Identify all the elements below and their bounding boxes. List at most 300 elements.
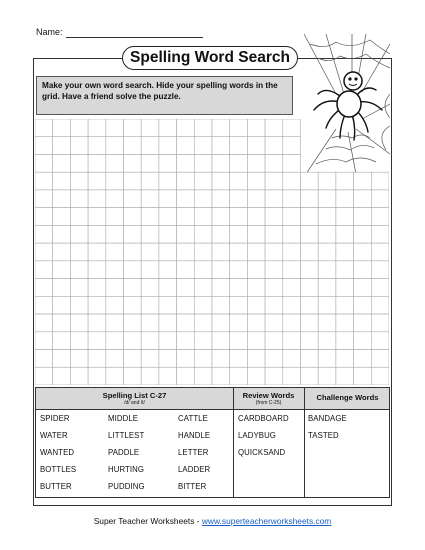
grid-cell[interactable] xyxy=(283,367,301,385)
grid-cell[interactable] xyxy=(212,314,230,332)
grid-cell[interactable] xyxy=(318,243,336,261)
grid-cell[interactable] xyxy=(247,137,265,155)
grid-cell[interactable] xyxy=(301,225,319,243)
grid-cell[interactable] xyxy=(354,225,372,243)
grid-cell[interactable] xyxy=(88,190,106,208)
spelling-word-table xyxy=(35,387,390,498)
grid-cell[interactable] xyxy=(106,350,124,368)
grid-cell[interactable] xyxy=(159,225,177,243)
grid-cell[interactable] xyxy=(177,119,195,137)
grid-cell[interactable] xyxy=(301,261,319,279)
grid-cell[interactable] xyxy=(35,279,53,297)
grid-cell[interactable] xyxy=(371,208,389,226)
grid-cell[interactable] xyxy=(35,190,53,208)
grid-cell[interactable] xyxy=(141,367,159,385)
grid-cell[interactable] xyxy=(53,296,71,314)
grid-cell[interactable] xyxy=(159,367,177,385)
grid-cell[interactable] xyxy=(283,296,301,314)
grid-cell[interactable] xyxy=(301,172,319,190)
grid-cell[interactable] xyxy=(88,172,106,190)
grid-cell[interactable] xyxy=(106,332,124,350)
grid-cell[interactable] xyxy=(141,279,159,297)
grid-cell[interactable] xyxy=(106,190,124,208)
grid-cell[interactable] xyxy=(230,332,248,350)
grid-cell[interactable] xyxy=(194,332,212,350)
grid-cell[interactable] xyxy=(230,225,248,243)
grid-cell[interactable] xyxy=(70,314,88,332)
grid-cell[interactable] xyxy=(230,314,248,332)
grid-cell[interactable] xyxy=(212,190,230,208)
grid-cell[interactable] xyxy=(301,350,319,368)
grid-cell[interactable] xyxy=(53,208,71,226)
grid-cell[interactable] xyxy=(124,314,142,332)
grid-cell[interactable] xyxy=(106,243,124,261)
grid-cell[interactable] xyxy=(247,208,265,226)
grid-cell[interactable] xyxy=(265,172,283,190)
grid-cell[interactable] xyxy=(177,332,195,350)
grid-cell[interactable] xyxy=(371,243,389,261)
grid-cell[interactable] xyxy=(159,172,177,190)
grid-cell[interactable] xyxy=(230,208,248,226)
grid-cell[interactable] xyxy=(35,261,53,279)
grid-cell[interactable] xyxy=(371,367,389,385)
grid-cell[interactable] xyxy=(53,172,71,190)
grid-cell[interactable] xyxy=(230,350,248,368)
grid-cell[interactable] xyxy=(230,367,248,385)
grid-cell[interactable] xyxy=(53,332,71,350)
grid-cell[interactable] xyxy=(70,208,88,226)
grid-cell[interactable] xyxy=(194,208,212,226)
grid-cell[interactable] xyxy=(88,261,106,279)
grid-cell[interactable] xyxy=(194,137,212,155)
grid-cell[interactable] xyxy=(336,296,354,314)
grid-cell[interactable] xyxy=(70,350,88,368)
grid-cell[interactable] xyxy=(230,190,248,208)
grid-cell[interactable] xyxy=(283,314,301,332)
grid-cell[interactable] xyxy=(194,350,212,368)
grid-cell[interactable] xyxy=(194,190,212,208)
grid-cell[interactable] xyxy=(124,137,142,155)
grid-cell[interactable] xyxy=(35,137,53,155)
grid-cell[interactable] xyxy=(88,350,106,368)
grid-cell[interactable] xyxy=(194,119,212,137)
grid-cell[interactable] xyxy=(283,190,301,208)
grid-cell[interactable] xyxy=(53,243,71,261)
grid-cell[interactable] xyxy=(336,243,354,261)
grid-cell[interactable] xyxy=(301,279,319,297)
grid-cell[interactable] xyxy=(70,225,88,243)
grid-cell[interactable] xyxy=(371,172,389,190)
grid-cell[interactable] xyxy=(141,119,159,137)
word-item: QUICKSAND xyxy=(238,448,286,457)
grid-cell[interactable] xyxy=(159,314,177,332)
grid-cell[interactable] xyxy=(283,350,301,368)
grid-cell[interactable] xyxy=(265,332,283,350)
grid-cell[interactable] xyxy=(318,350,336,368)
grid-cell[interactable] xyxy=(265,137,283,155)
grid-cell[interactable] xyxy=(265,190,283,208)
grid-cell[interactable] xyxy=(106,119,124,137)
grid-cell[interactable] xyxy=(106,296,124,314)
grid-cell[interactable] xyxy=(88,243,106,261)
grid-cell[interactable] xyxy=(177,154,195,172)
grid-cell[interactable] xyxy=(177,314,195,332)
grid-cell[interactable] xyxy=(318,296,336,314)
spelling-list-subtitle: /d/ and /t/ xyxy=(124,400,145,406)
grid-cell[interactable] xyxy=(354,332,372,350)
grid-cell[interactable] xyxy=(35,243,53,261)
grid-cell[interactable] xyxy=(354,314,372,332)
grid-cell[interactable] xyxy=(194,172,212,190)
grid-cell[interactable] xyxy=(318,367,336,385)
grid-cell[interactable] xyxy=(354,367,372,385)
grid-cell[interactable] xyxy=(371,296,389,314)
grid-cell[interactable] xyxy=(141,225,159,243)
grid-cell[interactable] xyxy=(301,314,319,332)
grid-cell[interactable] xyxy=(35,350,53,368)
review-words-header: Review Words (from C-25) xyxy=(233,388,304,410)
grid-cell[interactable] xyxy=(212,332,230,350)
grid-cell[interactable] xyxy=(283,137,301,155)
grid-cell[interactable] xyxy=(88,119,106,137)
grid-cell[interactable] xyxy=(212,137,230,155)
grid-cell[interactable] xyxy=(70,190,88,208)
grid-cell[interactable] xyxy=(88,279,106,297)
grid-cell[interactable] xyxy=(88,225,106,243)
grid-cell[interactable] xyxy=(194,279,212,297)
grid-cell[interactable] xyxy=(159,296,177,314)
grid-cell[interactable] xyxy=(283,332,301,350)
grid-cell[interactable] xyxy=(124,225,142,243)
grid-cell[interactable] xyxy=(336,367,354,385)
grid-cell[interactable] xyxy=(70,367,88,385)
grid-cell[interactable] xyxy=(318,190,336,208)
grid-cell[interactable] xyxy=(371,314,389,332)
grid-cell[interactable] xyxy=(247,119,265,137)
grid-cell[interactable] xyxy=(70,119,88,137)
grid-cell[interactable] xyxy=(106,137,124,155)
grid-cell[interactable] xyxy=(53,154,71,172)
grid-cell[interactable] xyxy=(230,243,248,261)
grid-cell[interactable] xyxy=(35,154,53,172)
grid-cell[interactable] xyxy=(247,296,265,314)
grid-cell[interactable] xyxy=(318,279,336,297)
grid-cell[interactable] xyxy=(159,332,177,350)
grid-cell[interactable] xyxy=(70,154,88,172)
grid-cell[interactable] xyxy=(283,261,301,279)
grid-cell[interactable] xyxy=(159,119,177,137)
grid-cell[interactable] xyxy=(141,332,159,350)
grid-cell[interactable] xyxy=(283,119,301,137)
grid-cell[interactable] xyxy=(141,350,159,368)
grid-cell[interactable] xyxy=(70,296,88,314)
grid-cell[interactable] xyxy=(265,279,283,297)
grid-cell[interactable] xyxy=(336,172,354,190)
grid-cell[interactable] xyxy=(194,243,212,261)
grid-cell[interactable] xyxy=(141,296,159,314)
grid-cell[interactable] xyxy=(177,243,195,261)
grid-cell[interactable] xyxy=(106,208,124,226)
grid-cell[interactable] xyxy=(141,172,159,190)
grid-cell[interactable] xyxy=(53,225,71,243)
grid-cell[interactable] xyxy=(247,225,265,243)
grid-cell[interactable] xyxy=(230,172,248,190)
word-item: HURTING xyxy=(108,465,145,474)
grid-cell[interactable] xyxy=(177,296,195,314)
grid-cell[interactable] xyxy=(230,119,248,137)
grid-cell[interactable] xyxy=(141,243,159,261)
footer-link[interactable]: www.superteacherworksheets.com xyxy=(201,516,332,526)
grid-cell[interactable] xyxy=(212,172,230,190)
grid-cell[interactable] xyxy=(336,190,354,208)
grid-cell[interactable] xyxy=(88,332,106,350)
grid-cell[interactable] xyxy=(247,367,265,385)
grid-cell[interactable] xyxy=(53,279,71,297)
grid-cell[interactable] xyxy=(354,208,372,226)
grid-cell[interactable] xyxy=(141,137,159,155)
challenge-words-header: Challenge Words xyxy=(316,393,379,402)
grid-cell[interactable] xyxy=(106,314,124,332)
word-item: BUTTER xyxy=(40,482,72,491)
grid-cell[interactable] xyxy=(247,350,265,368)
grid-cell[interactable] xyxy=(124,154,142,172)
name-line[interactable] xyxy=(66,37,203,38)
grid-cell[interactable] xyxy=(301,332,319,350)
grid-cell[interactable] xyxy=(88,137,106,155)
grid-cell[interactable] xyxy=(212,350,230,368)
grid-cell[interactable] xyxy=(88,154,106,172)
grid-cell[interactable] xyxy=(371,279,389,297)
grid-cell[interactable] xyxy=(53,137,71,155)
grid-cell[interactable] xyxy=(212,154,230,172)
grid-cell[interactable] xyxy=(88,296,106,314)
grid-cell[interactable] xyxy=(124,296,142,314)
grid-cell[interactable] xyxy=(247,314,265,332)
grid-cell[interactable] xyxy=(124,119,142,137)
word-item: PUDDING xyxy=(108,482,145,491)
grid-cell[interactable] xyxy=(301,296,319,314)
grid-cell[interactable] xyxy=(354,172,372,190)
grid-cell[interactable] xyxy=(212,243,230,261)
grid-cell[interactable] xyxy=(159,137,177,155)
grid-cell[interactable] xyxy=(283,208,301,226)
grid-cell[interactable] xyxy=(354,190,372,208)
grid-cell[interactable] xyxy=(318,172,336,190)
grid-cell[interactable] xyxy=(265,314,283,332)
grid-cell[interactable] xyxy=(159,243,177,261)
grid-cell[interactable] xyxy=(35,367,53,385)
grid-cell[interactable] xyxy=(301,190,319,208)
grid-cell[interactable] xyxy=(159,154,177,172)
grid-cell[interactable] xyxy=(265,119,283,137)
grid-cell[interactable] xyxy=(177,279,195,297)
grid-cell[interactable] xyxy=(265,367,283,385)
grid-cell[interactable] xyxy=(212,119,230,137)
grid-cell[interactable] xyxy=(141,261,159,279)
grid-cell[interactable] xyxy=(283,243,301,261)
grid-cell[interactable] xyxy=(212,279,230,297)
grid-cell[interactable] xyxy=(336,208,354,226)
grid-cell[interactable] xyxy=(194,154,212,172)
grid-cell[interactable] xyxy=(35,225,53,243)
grid-cell[interactable] xyxy=(70,332,88,350)
grid-cell[interactable] xyxy=(336,225,354,243)
grid-cell[interactable] xyxy=(247,243,265,261)
grid-cell[interactable] xyxy=(106,279,124,297)
grid-cell[interactable] xyxy=(318,208,336,226)
grid-cell[interactable] xyxy=(283,172,301,190)
spelling-list-header: Spelling List C-27 /d/ and /t/ xyxy=(36,388,233,410)
word-item: HANDLE xyxy=(178,431,211,440)
grid-cell[interactable] xyxy=(124,350,142,368)
grid-cell[interactable] xyxy=(354,261,372,279)
grid-cell[interactable] xyxy=(35,332,53,350)
grid-cell[interactable] xyxy=(88,367,106,385)
grid-cell[interactable] xyxy=(247,190,265,208)
grid-cell[interactable] xyxy=(336,261,354,279)
grid-cell[interactable] xyxy=(194,261,212,279)
grid-cell[interactable] xyxy=(230,137,248,155)
grid-cell[interactable] xyxy=(141,314,159,332)
grid-cell[interactable] xyxy=(159,208,177,226)
grid-cell[interactable] xyxy=(354,296,372,314)
grid-cell[interactable] xyxy=(371,190,389,208)
grid-cell[interactable] xyxy=(106,261,124,279)
grid-cell[interactable] xyxy=(124,208,142,226)
grid-cell[interactable] xyxy=(230,154,248,172)
grid-cell[interactable] xyxy=(88,208,106,226)
grid-cell[interactable] xyxy=(318,261,336,279)
grid-cell[interactable] xyxy=(53,190,71,208)
grid-cell[interactable] xyxy=(35,296,53,314)
grid-cell[interactable] xyxy=(371,261,389,279)
grid-cell[interactable] xyxy=(336,332,354,350)
table-header xyxy=(36,388,389,410)
grid-cell[interactable] xyxy=(177,261,195,279)
grid-cell[interactable] xyxy=(318,314,336,332)
grid-cell[interactable] xyxy=(230,296,248,314)
grid-cell[interactable] xyxy=(124,261,142,279)
grid-cell[interactable] xyxy=(106,225,124,243)
grid-cell[interactable] xyxy=(354,350,372,368)
grid-cell[interactable] xyxy=(124,172,142,190)
grid-cell[interactable] xyxy=(212,367,230,385)
grid-cell[interactable] xyxy=(177,208,195,226)
grid-cell[interactable] xyxy=(106,154,124,172)
grid-cell[interactable] xyxy=(336,350,354,368)
grid-cell[interactable] xyxy=(247,154,265,172)
grid-cell[interactable] xyxy=(301,367,319,385)
grid-cell[interactable] xyxy=(318,332,336,350)
grid-cell[interactable] xyxy=(141,190,159,208)
grid-cell[interactable] xyxy=(283,225,301,243)
grid-cell[interactable] xyxy=(212,225,230,243)
grid-cell[interactable] xyxy=(265,350,283,368)
grid-cell[interactable] xyxy=(177,350,195,368)
grid-cell[interactable] xyxy=(35,208,53,226)
grid-cell[interactable] xyxy=(247,172,265,190)
grid-cell[interactable] xyxy=(159,350,177,368)
grid-cell[interactable] xyxy=(212,208,230,226)
grid-cell[interactable] xyxy=(230,261,248,279)
grid-cell[interactable] xyxy=(354,279,372,297)
grid-cell[interactable] xyxy=(106,367,124,385)
grid-cell[interactable] xyxy=(124,332,142,350)
grid-cell[interactable] xyxy=(371,332,389,350)
grid-cell[interactable] xyxy=(53,314,71,332)
grid-cell[interactable] xyxy=(212,261,230,279)
grid-cell[interactable] xyxy=(124,190,142,208)
footer-separator: - xyxy=(194,516,202,526)
grid-cell[interactable] xyxy=(194,296,212,314)
grid-cell[interactable] xyxy=(283,279,301,297)
grid-cell[interactable] xyxy=(265,208,283,226)
grid-cell[interactable] xyxy=(265,154,283,172)
grid-cell[interactable] xyxy=(35,119,53,137)
grid-cell[interactable] xyxy=(177,225,195,243)
grid-cell[interactable] xyxy=(88,314,106,332)
grid-cell[interactable] xyxy=(70,172,88,190)
grid-cell[interactable] xyxy=(283,154,301,172)
grid-cell[interactable] xyxy=(70,137,88,155)
word-search-grid[interactable] xyxy=(35,119,389,385)
grid-cell[interactable] xyxy=(70,261,88,279)
grid-cell[interactable] xyxy=(70,279,88,297)
grid-cell[interactable] xyxy=(124,243,142,261)
grid-cell[interactable] xyxy=(247,279,265,297)
grid-cell[interactable] xyxy=(141,208,159,226)
grid-cell[interactable] xyxy=(106,172,124,190)
grid-cell[interactable] xyxy=(159,279,177,297)
grid-cell[interactable] xyxy=(35,314,53,332)
grid-cell[interactable] xyxy=(177,172,195,190)
grid-cell[interactable] xyxy=(70,243,88,261)
grid-cell[interactable] xyxy=(177,137,195,155)
grid-cell[interactable] xyxy=(230,279,248,297)
grid-cell[interactable] xyxy=(247,332,265,350)
grid-cell[interactable] xyxy=(318,225,336,243)
grid-cell[interactable] xyxy=(35,172,53,190)
grid-cell[interactable] xyxy=(159,261,177,279)
grid-cell[interactable] xyxy=(354,243,372,261)
grid-cell[interactable] xyxy=(247,261,265,279)
grid-cell[interactable] xyxy=(194,225,212,243)
grid-cell[interactable] xyxy=(212,296,230,314)
grid-cell[interactable] xyxy=(336,279,354,297)
grid-cell[interactable] xyxy=(177,190,195,208)
grid-cell[interactable] xyxy=(194,367,212,385)
grid-cell[interactable] xyxy=(53,350,71,368)
grid-cell[interactable] xyxy=(159,190,177,208)
grid-cell[interactable] xyxy=(301,208,319,226)
grid-cell[interactable] xyxy=(265,243,283,261)
grid-cell[interactable] xyxy=(124,367,142,385)
grid-cell[interactable] xyxy=(53,119,71,137)
grid-cell[interactable] xyxy=(371,225,389,243)
grid-cell[interactable] xyxy=(194,314,212,332)
grid-cell[interactable] xyxy=(141,154,159,172)
grid-cell[interactable] xyxy=(265,261,283,279)
grid-cell[interactable] xyxy=(301,243,319,261)
grid-cell[interactable] xyxy=(53,367,71,385)
grid-cell[interactable] xyxy=(124,279,142,297)
grid-cell[interactable] xyxy=(265,225,283,243)
grid-cell[interactable] xyxy=(53,261,71,279)
grid-cell[interactable] xyxy=(177,367,195,385)
grid-cell[interactable] xyxy=(371,350,389,368)
grid-cell[interactable] xyxy=(336,314,354,332)
grid-cell[interactable] xyxy=(265,296,283,314)
